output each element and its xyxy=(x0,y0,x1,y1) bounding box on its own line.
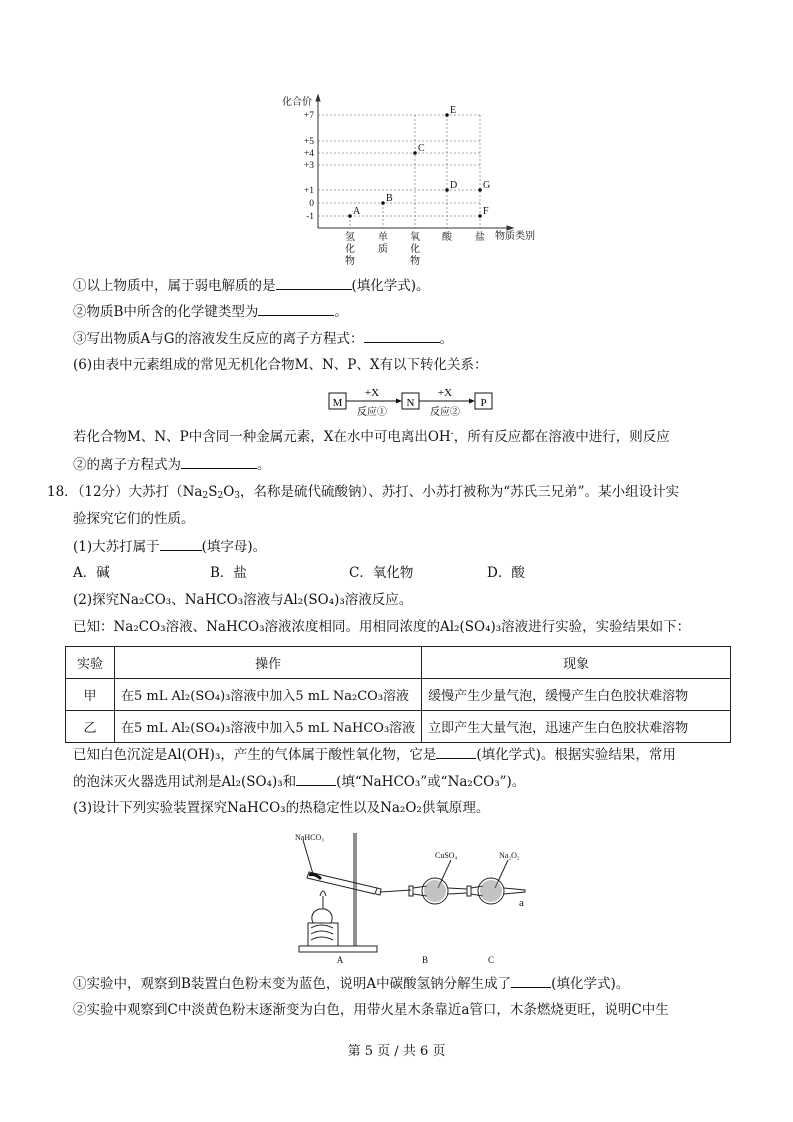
ytick: +1 xyxy=(303,186,314,196)
page-footer: 第 5 页 / 共 6 页 xyxy=(347,1044,446,1059)
xtick-oxide: 氧 xyxy=(410,232,420,243)
q18-intro-line2: 验探究它们的性质。 xyxy=(73,511,195,527)
y-axis-label: 化合价 xyxy=(282,97,312,108)
option-c[interactable]: C．氧化物 xyxy=(349,565,414,581)
flow-reagent-1: +X xyxy=(364,387,380,399)
table-cell: 缓慢产生少量气泡，缓慢产生白色胶状难溶物 xyxy=(422,679,731,711)
option-d[interactable]: D．酸 xyxy=(487,565,525,581)
flow-step-2: 反应② xyxy=(430,407,460,418)
option-b[interactable]: B．盐 xyxy=(210,565,247,581)
table-cell: 在5 mL Al₂(SO₄)₃溶液中加入5 mL Na₂CO₃溶液 xyxy=(115,679,422,711)
point-label-f: F xyxy=(483,206,489,217)
q18-intro-line1: 18．（12分）大苏打（$Na_2S_2O_3$，名称是硫代硫酸钠）、苏打、小苏打被称为“苏氏三兄弟”。某小组设计实 xyxy=(47,484,680,501)
ytick: +4 xyxy=(303,149,314,159)
table-row xyxy=(66,679,731,711)
svg-text:化: 化 xyxy=(410,244,420,255)
answer-blank[interactable] xyxy=(258,301,334,316)
answer-blank[interactable] xyxy=(364,328,440,343)
flow-node-p: P xyxy=(480,397,487,409)
point-label-d: D xyxy=(450,180,458,191)
q18-after-table-line1: 已知白色沉淀是Al(OH)₃，产生的气体属于酸性氧化物，它是 (填化学式)。根据实验结果，常用 xyxy=(73,744,676,765)
label-nahco3: NaHCO₃ xyxy=(295,833,325,842)
answer-blank[interactable] xyxy=(181,454,257,469)
x-axis-label: 物质类别 xyxy=(495,231,535,242)
table-row xyxy=(66,711,731,743)
label-device-c: C xyxy=(487,955,495,965)
q17-sub3: ③写出物质A与G的溶液发生反应的离子方程式： 。 xyxy=(73,328,453,349)
ytick: +7 xyxy=(303,111,314,121)
svg-text:物: 物 xyxy=(345,256,355,267)
ytick: -1 xyxy=(306,212,314,222)
svg-text:化: 化 xyxy=(345,244,355,255)
answer-blank[interactable] xyxy=(160,536,202,551)
question-number: 18． xyxy=(47,484,78,500)
q17-part6: (6)由表中元素组成的常见无机化合物M、N、P、X有以下转化关系： xyxy=(73,357,488,373)
q18-sub2: ②实验中观察到C中淡黄色粉末逐渐变为白色，用带火星木条靠近a管口，木条燃烧更旺，说明C中生 xyxy=(73,1002,669,1018)
ytick: +3 xyxy=(303,161,314,171)
option-a[interactable]: A．碱 xyxy=(73,565,110,581)
table-cell: 立即产生大量气泡，迅速产生白色胶状难溶物 xyxy=(422,711,731,743)
valence-category-chart xyxy=(270,90,550,270)
point-label-c: C xyxy=(418,143,425,154)
q18-part3: (3)设计下列实验装置探究NaHCO₃的热稳定性以及Na₂O₂供氧原理。 xyxy=(73,800,490,816)
table-cell: 在5 mL Al₂(SO₄)₃溶液中加入5 mL NaHCO₃溶液 xyxy=(115,711,422,743)
ytick: 0 xyxy=(309,199,314,209)
svg-text:物: 物 xyxy=(410,256,420,267)
question-score: （12分） xyxy=(77,484,129,500)
q17-sub2: ②物质B中所含的化学键类型为 。 xyxy=(73,301,348,322)
q18-after-table-line2: 的泡沫灭火器选用试剂是Al₂(SO₄)₃和 (填“NaHCO₃”或“Na₂CO₃”)。 xyxy=(73,771,525,792)
q17-condition-line2: ②的离子方程式为 。 xyxy=(73,454,271,475)
answer-blank[interactable] xyxy=(296,771,336,786)
table-header-row xyxy=(66,647,731,679)
q17-sub1: ①以上物质中，属于弱电解质的是 (填化学式)。 xyxy=(73,275,430,296)
label-cuso4: CuSO₄ xyxy=(435,851,458,860)
flow-node-m: M xyxy=(332,397,343,409)
table-header: 实验 xyxy=(66,647,115,679)
q18-part2-title: (2)探究Na₂CO₃、NaHCO₃溶液与Al₂(SO₄)₃溶液反应。 xyxy=(73,592,413,608)
experiment-apparatus-diagram xyxy=(283,828,543,968)
q18-sub1: ①实验中，观察到B装置白色粉末变为蓝色，说明A中碳酸氢钠分解生成了 (填化学式)。 xyxy=(73,973,629,994)
xtick-salt: 盐 xyxy=(475,232,485,243)
table-cell: 乙 xyxy=(66,711,115,743)
label-device-b: B xyxy=(421,955,429,965)
xtick-element: 单 xyxy=(378,232,388,243)
ytick: +5 xyxy=(303,137,314,147)
answer-blank[interactable] xyxy=(276,275,352,290)
point-label-g: G xyxy=(483,180,491,191)
svg-text:质: 质 xyxy=(378,244,388,255)
flow-step-1: 反应① xyxy=(357,407,387,418)
label-na2o2: Na₂O₂ xyxy=(499,851,520,860)
table-header: 操作 xyxy=(115,647,422,679)
experiment-table xyxy=(65,646,731,743)
table-header: 现象 xyxy=(422,647,731,679)
xtick-acid: 酸 xyxy=(442,232,452,243)
q18-options xyxy=(73,563,525,583)
q17-condition-line1: 若化合物M、N、P中含同一种金属元素，X在水中可电离出OH-，所有反应都在溶液中进行，则反应 xyxy=(73,429,670,445)
q18-part1: (1)大苏打属于 (填字母)。 xyxy=(73,536,266,557)
point-label-b: B xyxy=(386,193,393,204)
point-label-e: E xyxy=(450,105,457,116)
q18-part2-given: 已知：Na₂CO₃溶液、NaHCO₃溶液浓度相同。用相同浓度的Al₂(SO₄)₃溶液进行实验，实验结果如下： xyxy=(73,619,691,635)
flow-node-n: N xyxy=(406,397,415,409)
answer-blank[interactable] xyxy=(511,973,551,988)
answer-blank[interactable] xyxy=(436,744,476,759)
xtick-hydride: 氢 xyxy=(345,232,355,243)
flow-reagent-2: +X xyxy=(437,387,453,399)
conversion-flow-diagram xyxy=(322,384,502,424)
point-label-a: A xyxy=(353,206,361,217)
label-outlet-a: a xyxy=(519,897,524,909)
table-cell: 甲 xyxy=(66,679,115,711)
label-device-a: A xyxy=(336,955,344,965)
